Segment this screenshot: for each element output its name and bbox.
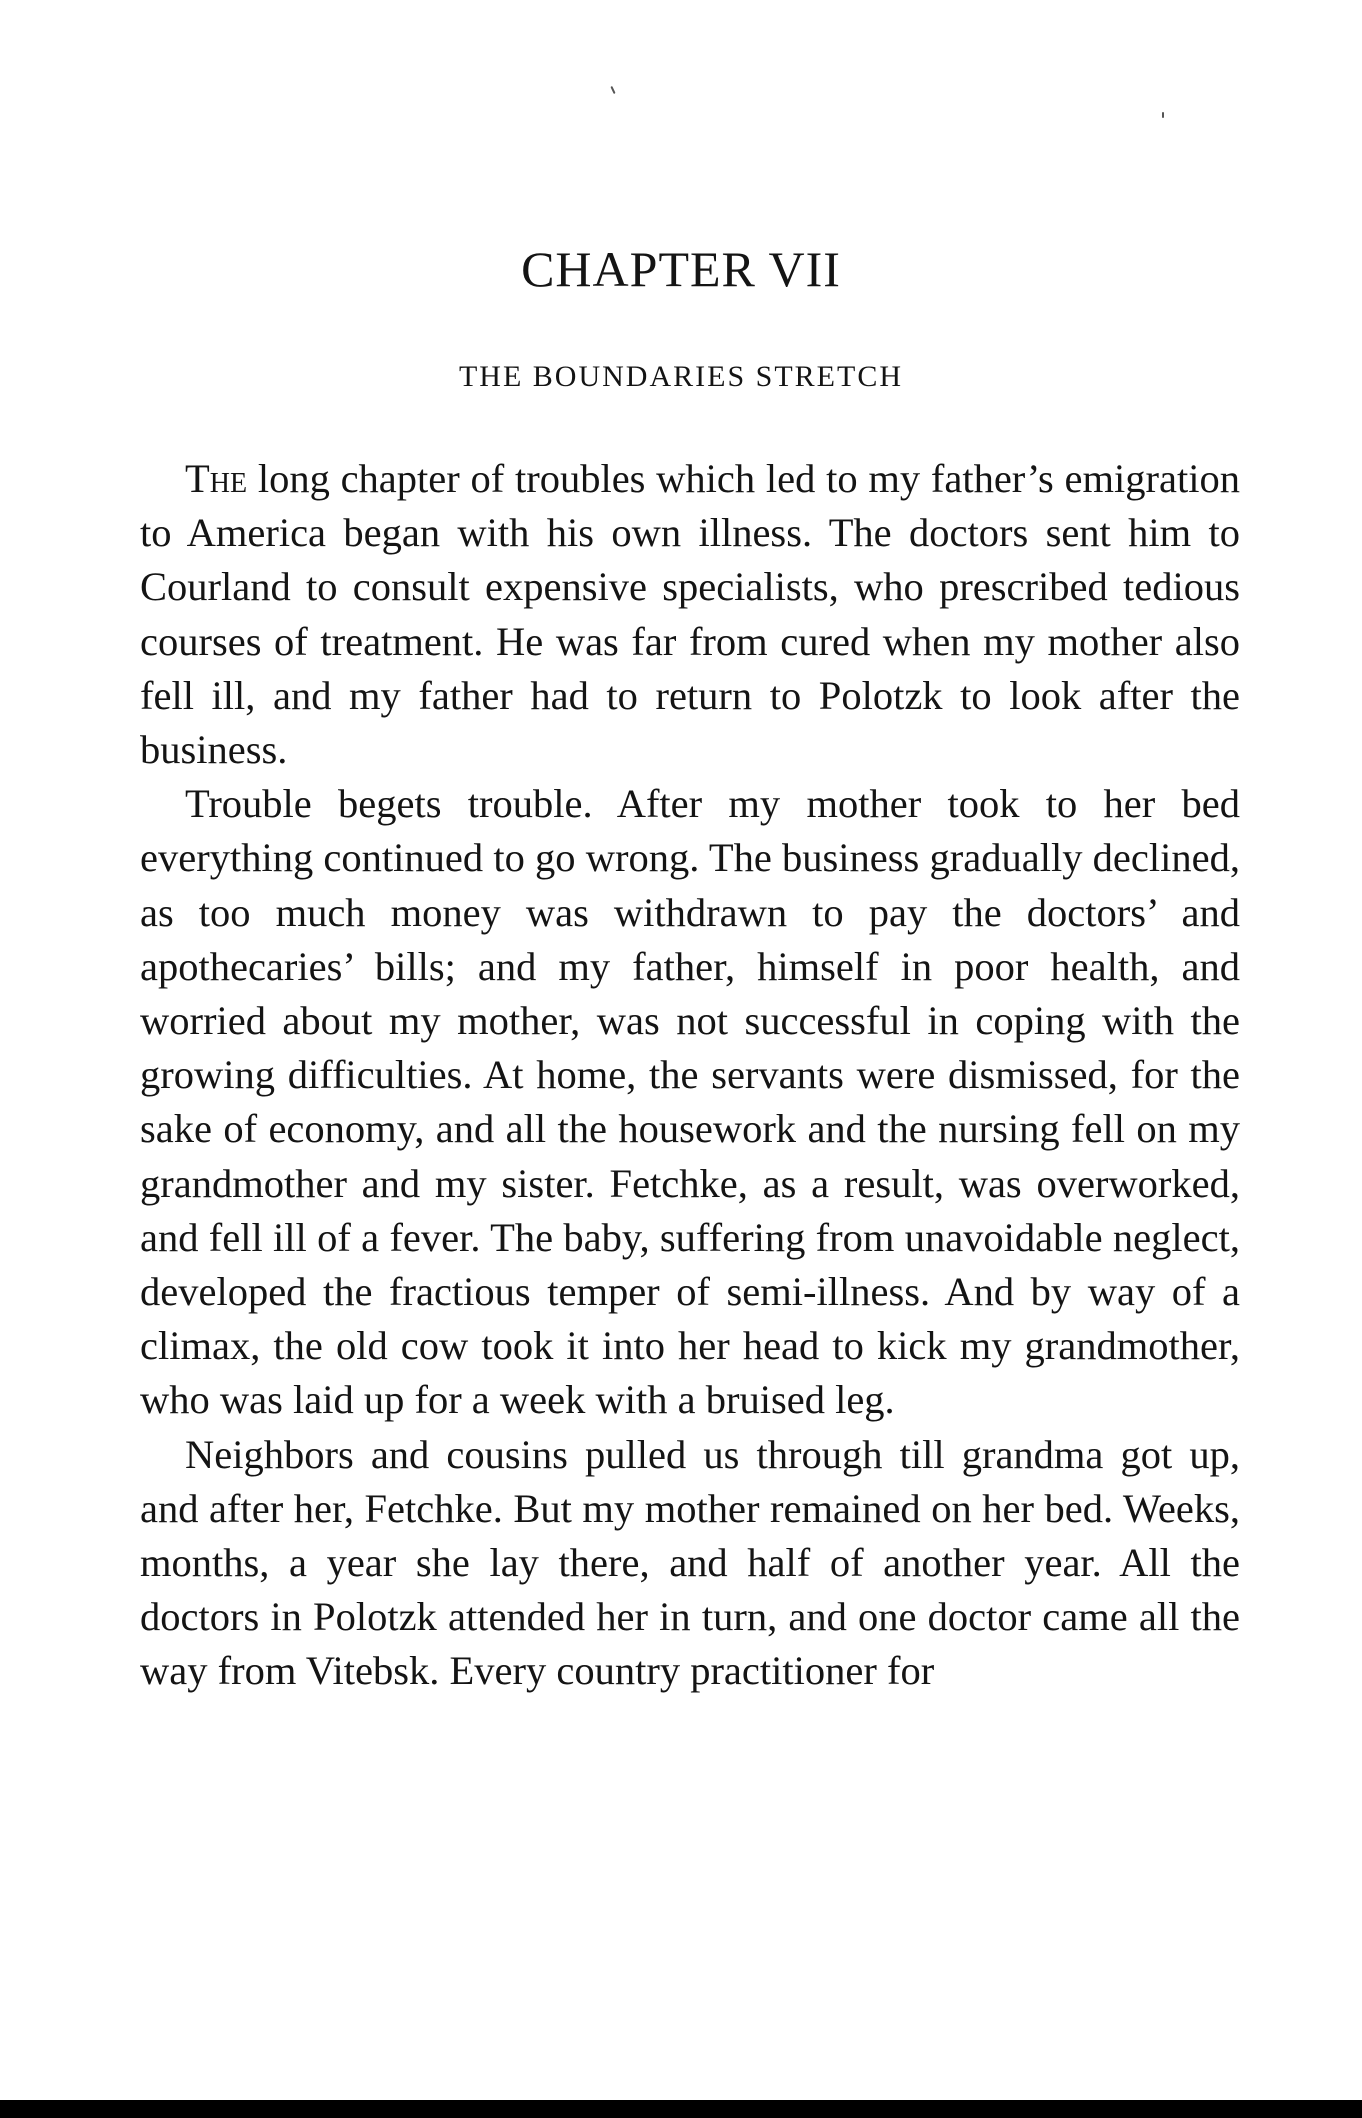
paragraph-lead-word: The bbox=[185, 456, 248, 501]
chapter-subtitle: THE BOUNDARIES STRETCH bbox=[458, 360, 903, 393]
paragraph-text: long chapter of troubles which led to my father’s emigration to America began with his own illness. The doctors sent him to Courland to consult expensive specialists, who prescribed tedious courses of treatment. He was far from cured when my mother also fell ill, and my father had to return to Polotzk to look after the business. bbox=[140, 456, 1240, 773]
body-text bbox=[140, 452, 1240, 1699]
paragraph-text: Trouble begets trouble. After my mother took to her bed everything continued to go wrong. The business gradually declined, as too much money was withdrawn to pay the doctors’ and apothecaries’ bills; and my father, himself in poor health, and worried about my mother, was not successful in coping with the growing difficulties. At home, the servants were dismissed, for the sake of economy, and all the housework and the nursing fell on my grandmother and my sister. Fetchke, as a result, was overworked, and fell ill of a fever. The baby, suffering from unavoidable neglect, developed the fractious temper of semi-illness. And by way of a climax, the old cow took it into her head to kick my grandmother, who was laid up for a week with a bruised leg. bbox=[140, 781, 1240, 1423]
scan-speck bbox=[1162, 112, 1164, 118]
paragraph bbox=[140, 777, 1240, 1427]
scan-speck bbox=[610, 86, 615, 94]
paragraph-text: Neighbors and cousins pulled us through till grandma got up, and after her, Fetchke. But my mother remained on her bed. Weeks, months, a year she lay there, and half of another year. All the doctors in Polotzk attended her in turn, and one doctor came all the way from Vitebsk. Every country practitioner for bbox=[140, 1431, 1240, 1694]
paragraph bbox=[140, 452, 1240, 777]
chapter-title: CHAPTER VII bbox=[521, 241, 841, 297]
scan-edge-bar bbox=[0, 2100, 1362, 2118]
paragraph bbox=[140, 1428, 1240, 1699]
